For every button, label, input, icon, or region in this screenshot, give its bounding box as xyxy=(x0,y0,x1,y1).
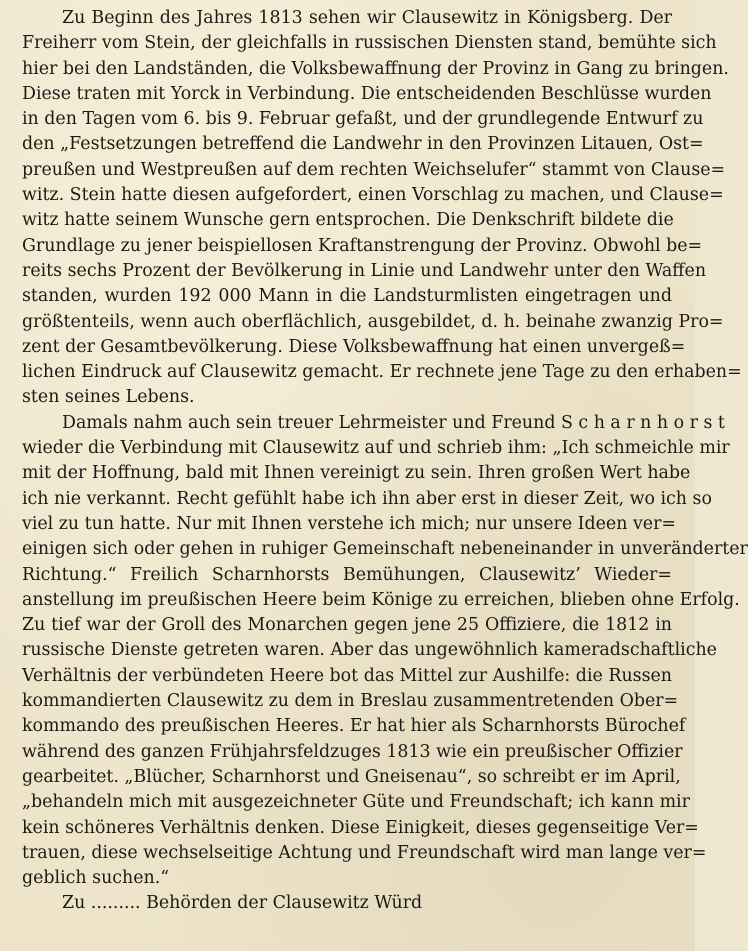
text-line: gearbeitet. „Blücher, Scharnhorst und Gneisenau“, so schreibt er im April, xyxy=(22,766,681,787)
text-line: preußen und Westpreußen auf dem rechten Weichselufer“ stammt von Clause= xyxy=(22,159,726,180)
text-line: reits sechs Prozent der Bevölkerung in Linie und Landwehr unter den Waffen xyxy=(22,260,707,281)
text-line: Grundlage zu jener beispiellosen Kraftanstrengung der Provinz. Obwohl be= xyxy=(22,235,703,256)
text-line: Zu Beginn des Jahres 1813 sehen wir Clausewitz in Königsberg. Der xyxy=(62,8,672,28)
text-line: Zu tief war der Groll des Monarchen gegen jene 25 Offiziere, die 1812 in xyxy=(22,615,672,636)
text-line: größtenteils, wenn auch oberflächlich, ausgebildet, d. h. beinahe zwanzig Pro= xyxy=(22,311,724,332)
text-line: „behandeln mich mit ausgezeichneter Güte und Freundschaft; ich kann mir xyxy=(22,792,690,813)
text-line: Diese traten mit Yorck in Verbindung. Die entscheidenden Beschlüsse wurden xyxy=(22,83,712,104)
text-line: kommandierten Clausewitz zu dem in Breslau zusammentretenden Ober= xyxy=(22,691,679,712)
text-line: einigen sich oder gehen in ruhiger Gemeinschaft nebeneinander in unveränderter xyxy=(22,539,748,560)
text-line: sten seines Lebens. xyxy=(22,387,195,408)
text-line: mit der Hoffnung, bald mit Ihnen vereinigt zu sein. Ihren großen Wert habe xyxy=(22,463,691,484)
text-line: Freiherr vom Stein, der gleichfalls in russischen Diensten stand, bemühte sich xyxy=(22,33,717,54)
text-line: witz hatte seinem Wunsche gern entsprochen. Die Denkschrift bildete die xyxy=(22,210,674,231)
text-line: in den Tagen vom 6. bis 9. Februar gefaßt, und der grundlegende Entwurf zu xyxy=(22,109,704,130)
paragraph xyxy=(22,411,748,892)
text-line: kommando des preußischen Heeres. Er hat hier als Scharnhorsts Bürochef xyxy=(22,716,686,737)
text-line: den „Festsetzungen betreffend die Landwehr in den Provinzen Litauen, Ost= xyxy=(22,134,704,155)
text-line: russische Dienste getreten waren. Aber das ungewöhnlich kameradschaftliche xyxy=(22,640,717,661)
text-line: trauen, diese wechselseitige Achtung und Freundschaft wird man lange ver= xyxy=(22,842,707,863)
text-line: viel zu tun hatte. Nur mit Ihnen verstehe ich mich; nur unsere Ideen ver= xyxy=(22,513,676,534)
text-line: Damals nahm auch sein treuer Lehrmeister und Freund S c h a r n h o r s t xyxy=(62,412,725,433)
text-line: anstellung im preußischen Heere beim Könige zu erreichen, blieben ohne Erfolg. xyxy=(22,589,740,610)
text-line: Verhältnis der verbündeten Heere bot das Mittel zur Aushilfe: die Russen xyxy=(22,665,672,686)
text-line: Zu ......... Behörden der Clausewitz Würd xyxy=(62,893,423,914)
paragraph xyxy=(22,6,742,411)
text-line: wieder die Verbindung mit Clausewitz auf und schrieb ihm: „Ich schmeichle mir xyxy=(22,438,730,459)
text-line: geblich suchen.“ xyxy=(22,868,170,889)
text-line: kein schöneres Verhältnis denken. Diese Einigkeit, dieses gegenseitige Ver= xyxy=(22,817,699,838)
text-line: lichen Eindruck auf Clausewitz gemacht. Er rechnete jene Tage zu den erhaben= xyxy=(22,362,742,383)
text-line: während des ganzen Frühjahrsfeldzuges 1813 wie ein preußischer Offizier xyxy=(22,741,683,762)
text-line: Richtung.“ Freilich Scharnhorsts Bemühungen, Clausewitz’ Wieder= xyxy=(22,564,672,585)
text-line: zent der Gesamtbevölkerung. Diese Volksbewaffnung hat einen unvergeß= xyxy=(22,336,686,357)
body-text xyxy=(22,6,748,914)
text-line: ich nie verkannt. Recht gefühlt habe ich ihn aber erst in dieser Zeit, wo ich so xyxy=(22,488,712,509)
paragraph xyxy=(22,891,672,914)
text-line: hier bei den Landständen, die Volksbewaffnung der Provinz in Gang zu bringen. xyxy=(22,58,729,79)
text-line: standen, wurden 192 000 Mann in die Landsturmlisten eingetragen und xyxy=(22,286,672,307)
text-line: witz. Stein hatte diesen aufgefordert, einen Vorschlag zu machen, und Clause= xyxy=(22,185,724,206)
